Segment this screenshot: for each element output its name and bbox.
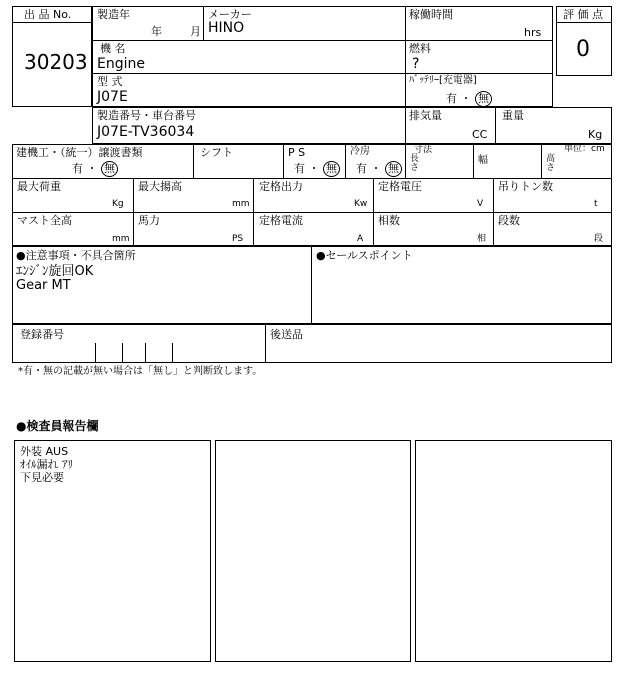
horsepower-label: 馬力 — [138, 214, 160, 227]
rated-current-unit: A — [357, 234, 364, 244]
battery-options — [446, 91, 492, 107]
displacement-label: 排気量 — [409, 109, 442, 122]
inspector-box-3 — [415, 440, 612, 662]
year-unit: 年 — [151, 25, 162, 38]
unit-note: 単位：cm — [564, 144, 605, 154]
inspector-box-1-text: 外装 AUS ｵｲﾙ漏れ ｱﾘ 下見必要 — [20, 445, 73, 484]
dims-label: 寸法 — [414, 145, 433, 155]
height-label: 高 さ — [546, 154, 556, 173]
max-load-label: 最大荷重 — [17, 180, 61, 193]
displacement-unit: CC — [472, 128, 488, 141]
battery-label: ﾊﾞｯﾃﾘｰ[充電器] — [409, 75, 477, 86]
mast-height-unit: mm — [112, 234, 130, 244]
lot-no-label: 出 品 No. — [24, 8, 72, 21]
shipping-label: 後送品 — [270, 328, 303, 341]
transfer-sep: ・ — [86, 162, 98, 175]
ps-no-circled: 無 — [323, 161, 340, 177]
battery-no-circled: 無 — [475, 91, 492, 107]
hours-unit: hrs — [524, 26, 542, 39]
month-unit: 月 — [190, 25, 201, 38]
rated-voltage-unit: V — [477, 199, 484, 209]
registration-row — [12, 324, 612, 363]
transfer-doc-options — [72, 161, 118, 177]
weight-unit: Kg — [588, 128, 603, 141]
cooler-options — [356, 161, 402, 177]
ps-options — [294, 161, 340, 177]
type-value: J07E — [97, 89, 128, 105]
rated-voltage-label: 定格電圧 — [378, 180, 422, 193]
lot-no-value: 30203 — [24, 50, 88, 74]
registration-label: 登録番号 — [20, 328, 64, 341]
weight-label: 重量 — [502, 109, 524, 122]
transfer-doc-label: 建機工・（統一）譲渡書類 — [16, 146, 143, 159]
fuel-label: 燃料 — [409, 42, 431, 55]
inspector-title: ●検査員報告欄 — [16, 419, 99, 433]
serial-label: 製造番号・車台番号 — [97, 109, 196, 122]
stages-unit: 段 — [594, 234, 604, 244]
max-lift-label: 最大揚高 — [138, 180, 182, 193]
lift-ton-unit: t — [594, 199, 598, 209]
lift-ton-label: 吊りトン数 — [498, 180, 553, 193]
mast-height-label: マスト全高 — [17, 214, 72, 227]
width-label: 幅 — [478, 155, 488, 166]
cooler-yes: 有 — [356, 162, 367, 175]
transfer-no-circled: 無 — [101, 161, 118, 177]
cooler-no-circled: 無 — [385, 161, 402, 177]
model-name-label: 機 名 — [100, 42, 126, 55]
max-lift-unit: mm — [232, 199, 250, 209]
cooler-sep: ・ — [370, 162, 382, 175]
rated-output-unit: Kw — [354, 199, 368, 209]
transfer-yes: 有 — [72, 162, 83, 175]
type-label: 型 式 — [97, 75, 123, 88]
sales-point-label: ●セールスポイント — [316, 249, 413, 262]
rated-current-label: 定格電流 — [259, 214, 303, 227]
hours-label: 稼働時間 — [409, 8, 453, 21]
ps-yes: 有 — [294, 162, 305, 175]
score-value: 0 — [576, 37, 590, 62]
footnote: *有・無の記載が無い場合は「無し」と判断致します。 — [18, 366, 263, 377]
maker-label: メーカー — [208, 8, 252, 21]
caution-label: ●注意事項・不具合箇所 — [16, 249, 136, 262]
length-label: 長 さ — [410, 154, 420, 173]
rated-output-label: 定格出力 — [259, 180, 303, 193]
score-label: 評 価 点 — [563, 8, 603, 21]
shift-label: シフト — [200, 146, 233, 159]
mfg-year-label: 製造年 — [97, 8, 130, 21]
lot-no-divider — [12, 22, 92, 23]
cooler-label: 冷房 — [350, 146, 370, 157]
serial-value: J07E-TV36034 — [97, 124, 195, 140]
spec-grid — [12, 144, 612, 246]
max-load-unit: Kg — [112, 199, 124, 209]
battery-sep: ・ — [460, 92, 472, 105]
inspector-box-2 — [215, 440, 411, 662]
horsepower-unit: PS — [232, 234, 244, 244]
phase-unit: 相 — [477, 234, 487, 244]
caution-text: ｴﾝｼﾞﾝ旋回OK Gear MT — [16, 264, 94, 293]
stages-label: 段数 — [498, 214, 520, 227]
battery-yes: 有 — [446, 92, 457, 105]
ps-sep: ・ — [308, 162, 320, 175]
phase-label: 相数 — [378, 214, 400, 227]
model-name-value: Engine — [97, 56, 145, 72]
fuel-value: ? — [412, 56, 420, 72]
ps-label: P S — [288, 146, 306, 159]
maker-value: HINO — [208, 20, 245, 36]
